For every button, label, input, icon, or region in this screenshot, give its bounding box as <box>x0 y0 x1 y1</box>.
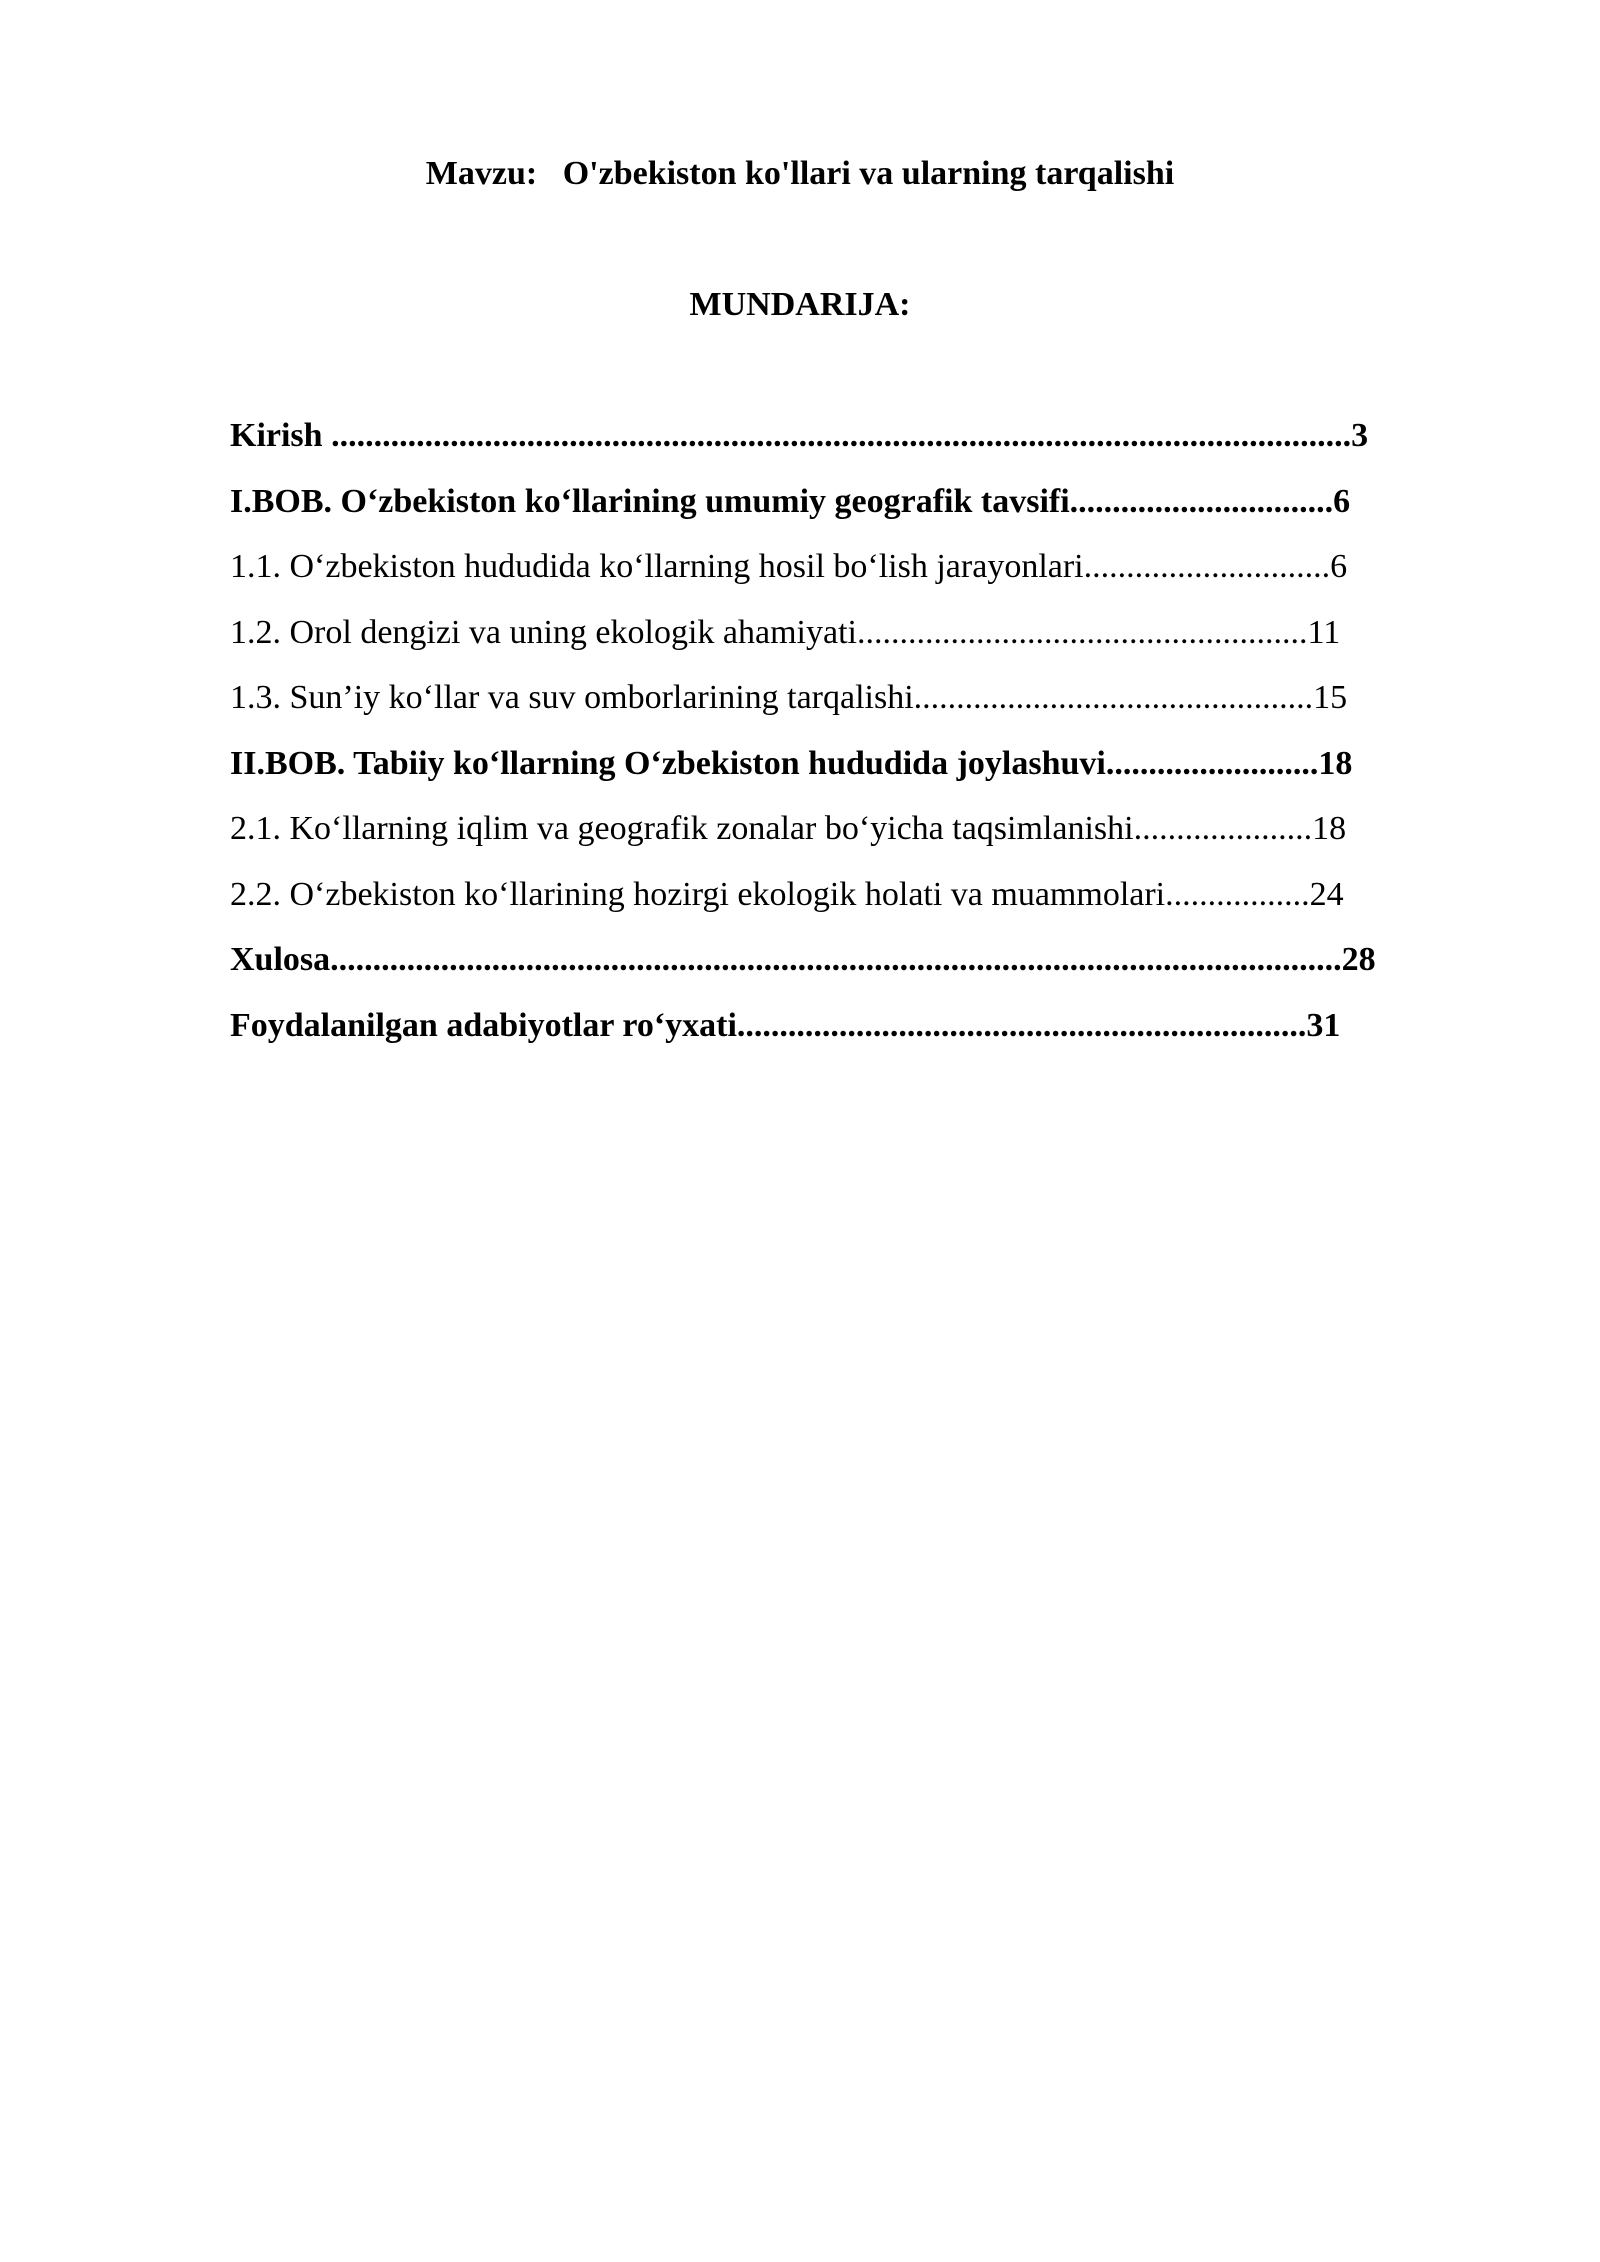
toc-entry: Foydalanilgan adabiyotlar ro‘yxati...................................................................31 <box>230 1006 1341 1044</box>
toc-entry: 1.3. Sun’iy ko‘llar va suv omborlarining tarqalishi...............................................15 <box>230 679 1348 716</box>
toc-entry: 1.1. O‘zbekiston hududida ko‘llarning hosil bo‘lish jarayonlari.............................6 <box>230 548 1348 585</box>
toc-entry: I.BOB. O‘zbekiston ko‘llarining umumiy geografik tavsifi...............................6 <box>230 482 1351 520</box>
toc-entry: 2.2. O‘zbekiston ko‘llarining hozirgi ekologik holati va muammolari.................24 <box>230 875 1344 913</box>
toc-heading: MUNDARIJA: <box>689 286 911 323</box>
toc-entry: Kirish ........................................................................................................................3 <box>230 417 1369 454</box>
toc-entry: 2.1. Ko‘llarning iqlim va geografik zonalar bo‘yicha taqsimlanishi.....................18 <box>230 810 1347 847</box>
document-title: Mavzu: O'zbekiston ko'llari va ularning tarqalishi <box>425 155 1175 192</box>
toc-entry: II.BOB. Tabiiy ko‘llarning O‘zbekiston hududida joylashuvi.........................18 <box>230 744 1353 782</box>
toc-entry: 1.2. Orol dengizi va uning ekologik ahamiyati.....................................................11 <box>230 613 1341 651</box>
table-of-contents <box>230 412 1490 1067</box>
toc-entry: Xulosa.......................................................................................................................28 <box>230 941 1376 978</box>
